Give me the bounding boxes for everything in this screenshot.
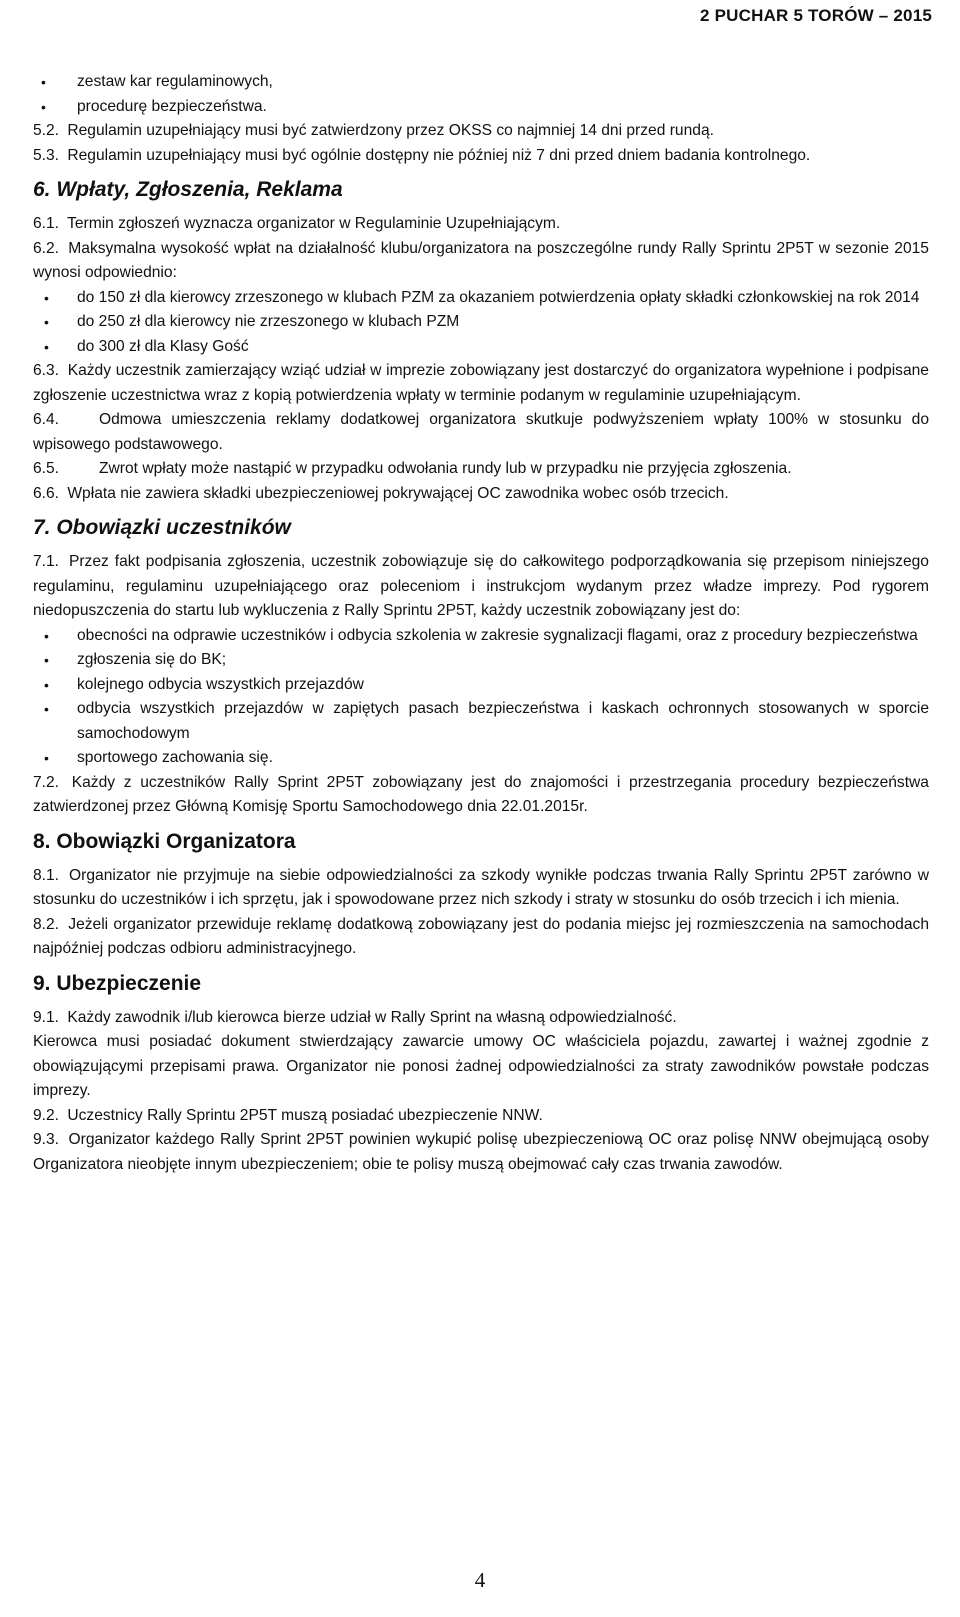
paragraph-8-1 [33, 864, 929, 913]
section-text: Każdy zawodnik i/lub kierowca bierze udział w Rally Sprint na własną odpowiedzialność. [67, 1008, 677, 1026]
obligations-bullet-list [33, 624, 929, 771]
section-number: 6.2. [33, 239, 60, 257]
list-item: • zgłoszenia się do BK; [33, 648, 929, 673]
list-item: • procedurę bezpieczeństwa. [33, 95, 929, 120]
list-item: • odbycia wszystkich przejazdów w zapiętych pasach bezpieczeństwa i kaskach ochronnych stosowanych w sporcie samochodowym [33, 697, 929, 746]
section-text: Przez fakt podpisania zgłoszenia, uczestnik zobowiązuje się do całkowitego podporządkowania się przepisom niniejszego regulaminu, regulaminu uzupełniającego oraz poleceniom i instrukcjom wydanym przez władze imprezy. Pod rygorem niedopuszczenia do startu lub wykluczenia z Rally Sprintu 2P5T, każdy uczestnik zobowiązany jest do: [33, 553, 929, 619]
section-text: Regulamin uzupełniający musi być zatwierdzony przez OKSS co najmniej 14 dni przed rundą. [67, 122, 714, 139]
paragraph-7-2 [33, 771, 929, 820]
document-body [33, 70, 929, 1177]
heading-section-9: 9. Ubezpieczenie [33, 971, 202, 995]
section-text: Maksymalna wysokość wpłat na działalność klubu/organizatora na poszczególne rundy Rally Sprintu 2P5T w sezonie 2015 wynosi odpowiednio: [33, 239, 929, 281]
paragraph-6-4 [33, 408, 929, 457]
section-number: 8.1. [33, 866, 60, 884]
paragraph-9-2 [33, 1104, 929, 1129]
section-number: 6.3. [33, 362, 60, 379]
section-number: 7.1. [33, 553, 60, 570]
section-number: 6.6. [33, 484, 60, 502]
paragraph-6-2 [33, 237, 929, 286]
section-number: 9.1. [33, 1008, 60, 1026]
section-number: 6.1. [33, 215, 60, 232]
section-text: Regulamin uzupełniający musi być ogólnie dostępny nie później niż 7 dni przed dniem badania kontrolnego. [67, 146, 811, 164]
section-text: Termin zgłoszeń wyznacza organizator w Regulaminie Uzupełniającym. [67, 215, 561, 232]
list-item: • kolejnego odbycia wszystkich przejazdów [33, 673, 929, 698]
heading-section-6: 6. Wpłaty, Zgłoszenia, Reklama [33, 178, 343, 201]
paragraph-6-6 [33, 482, 929, 507]
top-bullet-list [33, 70, 929, 119]
page-number: 4 [474, 1568, 486, 1592]
list-item: • zestaw kar regulaminowych, [33, 70, 929, 95]
heading-section-8: 8. Obowiązki Organizatora [33, 829, 296, 853]
section-number: 9.3. [33, 1131, 60, 1148]
section-number: 5.2. [33, 122, 60, 139]
section-text: Każdy uczestnik zamierzający wziąć udział w imprezie zobowiązany jest dostarczyć do organizatora wypełnione i podpisane zgłoszenie uczestnictwa wraz z kopią potwierdzenia wpłaty w terminie podanym w regulaminie uzupełniającym. [33, 362, 929, 404]
section-number: 6.4. [33, 411, 60, 428]
section-text: Organizator każdego Rally Sprint 2P5T powinien wykupić polisę ubezpieczeniową OC oraz polisę NNW obejmującą osoby Organizatora nieobjęte innym ubezpieczeniem; obie te polisy muszą obejmować cały czas trwania zawodów. [33, 1131, 929, 1173]
list-item: • sportowego zachowania się. [33, 746, 929, 771]
section-number: 9.2. [33, 1106, 60, 1124]
section-text: Jeżeli organizator przewiduje reklamę dodatkową zobowiązany jest do podania miejsc jej rozmieszczenia na samochodach najpóźniej podczas odbioru administracyjnego. [33, 915, 929, 957]
list-item: • do 250 zł dla kierowcy nie zrzeszonego w klubach PZM [33, 310, 929, 335]
fee-bullet-list [33, 286, 929, 360]
document-header: 2 PUCHAR 5 TORÓW – 2015 [700, 6, 932, 25]
paragraph-6-1 [33, 212, 929, 237]
paragraph-6-5 [33, 457, 929, 482]
list-item: • do 150 zł dla kierowcy zrzeszonego w klubach PZM za okazaniem potwierdzenia opłaty składki członkowskiej na rok 2014 [33, 286, 929, 311]
paragraph-6-3 [33, 359, 929, 408]
section-number: 7.2. [33, 773, 60, 791]
paragraph-8-2 [33, 913, 929, 962]
section-number: 5.3. [33, 146, 60, 164]
section-text: Odmowa umieszczenia reklamy dodatkowej organizatora skutkuje podwyższeniem wpłaty 100% w stosunku do wpisowego podstawowego. [33, 411, 929, 453]
list-item: • do 300 zł dla Klasy Gość [33, 335, 929, 360]
heading-section-7: 7. Obowiązki uczestników [33, 516, 291, 539]
paragraph-5-2 [33, 119, 929, 144]
paragraph-9-3 [33, 1128, 929, 1177]
section-text: Uczestnicy Rally Sprintu 2P5T muszą posiadać ubezpieczenie NNW. [67, 1106, 543, 1124]
section-number: 8.2. [33, 915, 60, 933]
section-text: Zwrot wpłaty może nastąpić w przypadku odwołania rundy lub w przypadku nie przyjęcia zgłoszenia. [99, 460, 792, 477]
section-number: 6.5. [33, 460, 60, 477]
list-item: • obecności na odprawie uczestników i odbycia szkolenia w zakresie sygnalizacji flagami, oraz z procedury bezpieczeństwa [33, 624, 929, 649]
section-text: Wpłata nie zawiera składki ubezpieczeniowej pokrywającej OC zawodnika wobec osób trzecich. [67, 484, 729, 502]
paragraph-9-1-continued: Kierowca musi posiadać dokument stwierdzający zawarcie umowy OC właściciela pojazdu, zawartej i ważnej zgodnie z obowiązującymi przepisami prawa. Organizator nie ponosi żadnej odpowiedzialności za straty zawodników powstałe podczas imprezy. [33, 1033, 929, 1099]
section-text: Organizator nie przyjmuje na siebie odpowiedzialności za szkody wynikłe podczas trwania Rally Sprintu 2P5T zarówno w stosunku do uczestników i ich sprzętu, jak i spowodowane przez nich szkody i straty w stosunku do osób trzecich i ich mienia. [33, 866, 929, 908]
paragraph-7-1 [33, 550, 929, 624]
section-text: Każdy z uczestników Rally Sprint 2P5T zobowiązany jest do znajomości i przestrzegania procedury bezpieczeństwa zatwierdzonej przez Główną Komisję Sportu Samochodowego dnia 22.01.2015r. [33, 773, 929, 815]
paragraph-5-3 [33, 144, 929, 169]
paragraph-9-1 [33, 1006, 929, 1031]
